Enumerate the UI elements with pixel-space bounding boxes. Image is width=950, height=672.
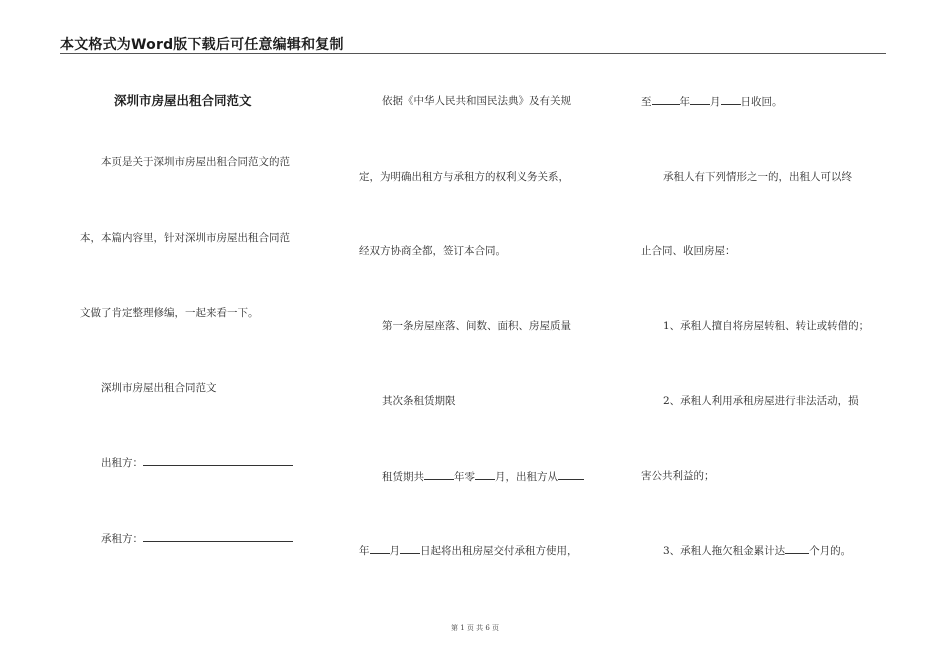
lease-months-blank <box>475 469 495 480</box>
lease-end-month-blank <box>690 94 710 105</box>
lease-term-text-c: 月，出租方从 <box>495 471 558 483</box>
lease-start-month-blank <box>370 543 390 554</box>
termination-item-3-text-a: 3、承租人拖欠租金累计达 <box>663 545 786 557</box>
termination-intro-1: 承租人有下列情形之一的，出租人可以终 <box>663 171 852 183</box>
lease-end-line <box>641 94 783 109</box>
document-banner: 本文格式为Word版下载后可任意编辑和复制 <box>60 37 344 53</box>
lease-term-text-a: 租赁期共 <box>382 471 424 483</box>
document-title: 深圳市房屋出租合同范文 <box>114 93 252 108</box>
termination-intro-2: 止合同、收回房屋： <box>641 245 736 257</box>
lessor-blank <box>143 455 293 466</box>
lease-end-day-blank <box>721 94 741 105</box>
lease-start-line <box>359 543 578 558</box>
lessee-label: 承租方： <box>101 533 143 545</box>
article-1-heading: 第一条房屋座落、间数、面积、房屋质量 <box>382 320 571 332</box>
banner-divider <box>60 53 886 54</box>
lessee-row <box>101 531 293 546</box>
termination-item-2: 2、承租人利用承租房屋进行非法活动，损 <box>663 395 859 407</box>
lease-end-text-a: 至 <box>641 96 652 108</box>
lease-start-year-blank <box>558 469 584 480</box>
lessee-blank <box>143 531 293 542</box>
lessor-row <box>101 455 293 470</box>
contract-subtitle: 深圳市房屋出租合同范文 <box>101 382 217 394</box>
termination-item-2-cont: 害公共利益的； <box>641 470 715 482</box>
intro-line-1: 本页是关于深圳市房屋出租合同范文的范 <box>101 156 290 168</box>
lease-end-text-b: 年 <box>679 96 690 108</box>
lease-start-text-b: 月 <box>389 545 400 557</box>
lease-start-day-blank <box>400 543 420 554</box>
lease-end-year-blank <box>652 94 680 105</box>
article-2-heading: 其次条租赁期限 <box>382 395 456 407</box>
middle-line-3: 经双方协商全都，签订本合同。 <box>359 245 506 257</box>
lease-start-text-a: 年 <box>359 545 370 557</box>
middle-line-2: 定，为明确出租方与承租方的权利义务关系， <box>359 171 569 183</box>
lessor-label: 出租方： <box>101 457 143 469</box>
page-number: 第 1 页 共 6 页 <box>450 624 500 632</box>
intro-line-3: 文做了肯定整理修编，一起来看一下。 <box>80 307 259 319</box>
lease-end-text-d: 日收回。 <box>740 96 783 108</box>
intro-line-2: 本，本篇内容里，针对深圳市房屋出租合同范 <box>80 232 290 244</box>
lease-end-text-c: 月 <box>710 96 721 108</box>
termination-item-3 <box>663 543 851 558</box>
termination-item-1: 1、承租人擅自将房屋转租、转让或转借的； <box>663 320 870 332</box>
middle-line-1: 依据《中华人民共和国民法典》及有关规 <box>382 95 571 107</box>
lease-years-blank <box>424 469 454 480</box>
lease-term-text-b: 年零 <box>454 471 475 483</box>
rent-arrears-months-blank <box>785 543 809 554</box>
termination-item-3-text-b: 个月的。 <box>809 545 852 557</box>
lease-term-line <box>382 469 584 484</box>
lease-start-text-c: 日起将出租房屋交付承租方使用， <box>420 545 578 557</box>
